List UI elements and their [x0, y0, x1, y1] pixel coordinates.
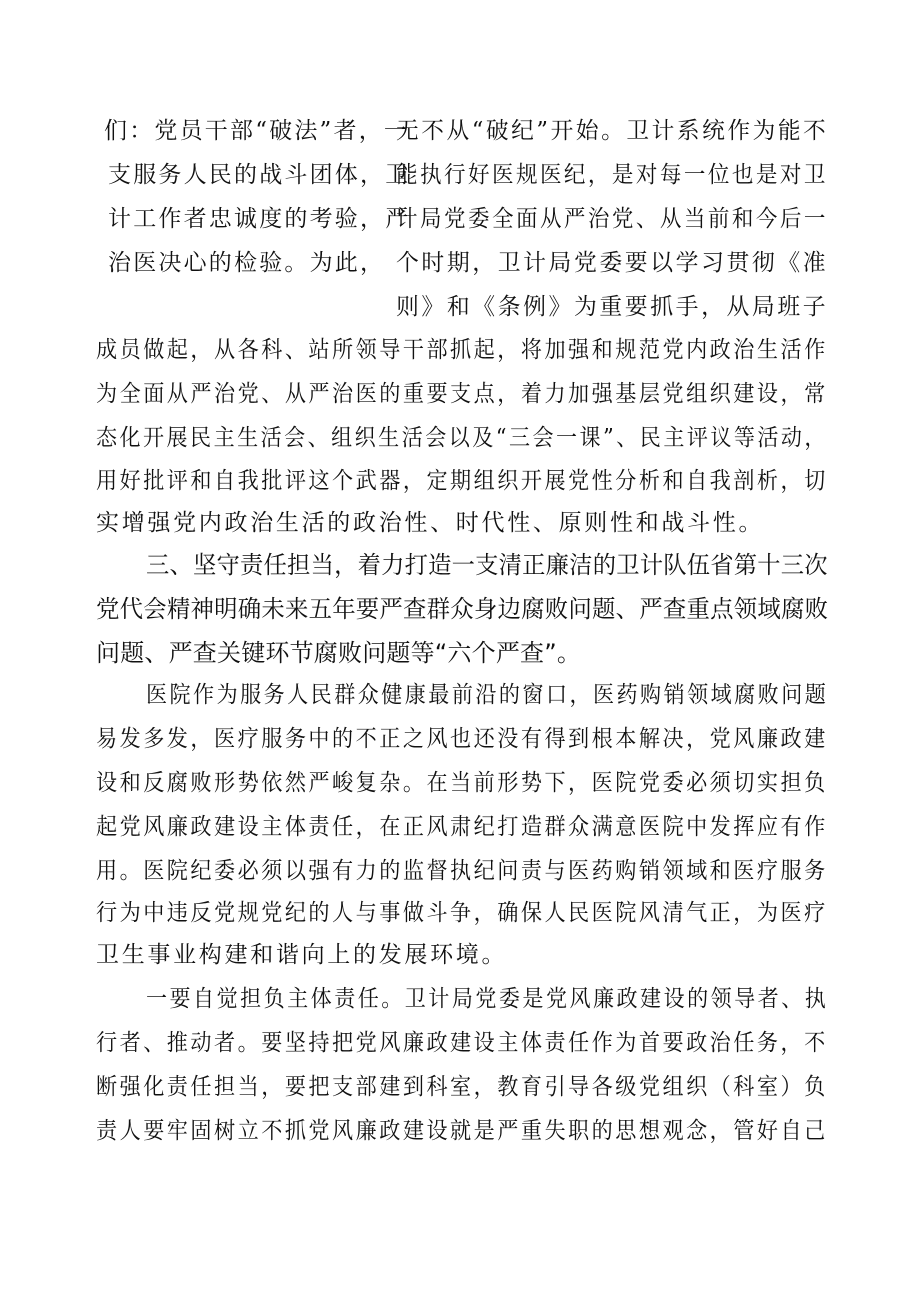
text-line: 责人要牢固树立不抓党风廉政建设就是严重失职的思想观念，管好自己 [96, 1118, 828, 1144]
text-line: 用好批评和自我批评这个武器，定期组织开展党性分析和自我剖析，切 [96, 468, 828, 494]
text-line: 个时期，卫计局党委要以学习贯彻《准 [396, 250, 829, 276]
text-line: 卫生事业构建和谐向上的发展环境。 [96, 942, 508, 968]
heading-line: 问题、严查关键环节腐败问题等“六个严查”。 [96, 639, 582, 667]
text-line: 断强化责任担当，要把支部建到科室，教育引导各级党组织（科室）负 [96, 1074, 828, 1100]
heading-line: 三、坚守责任担当，着力打造一支清正廉洁的卫计队伍省第十三次 [146, 551, 828, 579]
text-line: 们：党员干部“破法”者，一 [104, 118, 410, 144]
text-line: 医院作为服务人民群众健康最前沿的窗口，医药购销领域腐败问题 [146, 682, 829, 708]
text-line: 无不从“破纪”开始。卫计系统作为能不 [396, 118, 829, 144]
text-line: 行为中违反党规党纪的人与事做斗争，确保人民医院风清气正，为医疗 [96, 900, 828, 926]
text-line: 治医决心的检验。为此， [108, 250, 386, 276]
text-line: 为全面从严治党、从严治医的重要支点，着力加强基层党组织建设，常 [96, 381, 828, 407]
text-line: 能执行好医规医纪，是对每一位也是对卫 [396, 162, 828, 188]
text-line: 设和反腐败形势依然严峻复杂。在当前形势下，医院党委必须切实担负 [96, 770, 828, 796]
text-line: 用。医院纪委必须以强有力的监督执纪问责与医药购销领域和医疗服务 [96, 858, 828, 884]
text-line: 行者、推动者。要坚持把党风廉政建设主体责任作为首要政治任务，不 [96, 1030, 828, 1056]
heading-line: 党代会精神明确未来五年要严查群众身边腐败问题、严查重点领域腐败 [96, 595, 829, 623]
text-line: 态化开展民主生活会、组织生活会以及“三会一课”、民主评议等活动， [96, 425, 828, 451]
text-line: 支服务人民的战斗团体，卫 [108, 162, 411, 188]
text-line: 成员做起，从各科、站所领导干部抓起，将加强和规范党内政治生活作 [96, 337, 828, 363]
text-line: 计工作者忠诚度的考验，严 [108, 206, 411, 232]
text-line: 实增强党内政治生活的政治性、时代性、原则性和战斗性。 [96, 510, 765, 536]
text-line: 则》和《条例》为重要抓手，从局班子 [396, 294, 829, 320]
text-line: 一要自觉担负主体责任。卫计局党委是党风廉政建设的领导者、执 [146, 986, 829, 1012]
text-line: 易发多发，医疗服务中的不正之风也还没有得到根本解决，党风廉政建 [96, 726, 828, 752]
text-line: 起党风廉政建设主体责任，在正风肃纪打造群众满意医院中发挥应有作 [96, 814, 828, 840]
text-line: 计局党委全面从严治党、从当前和今后一 [396, 206, 828, 232]
